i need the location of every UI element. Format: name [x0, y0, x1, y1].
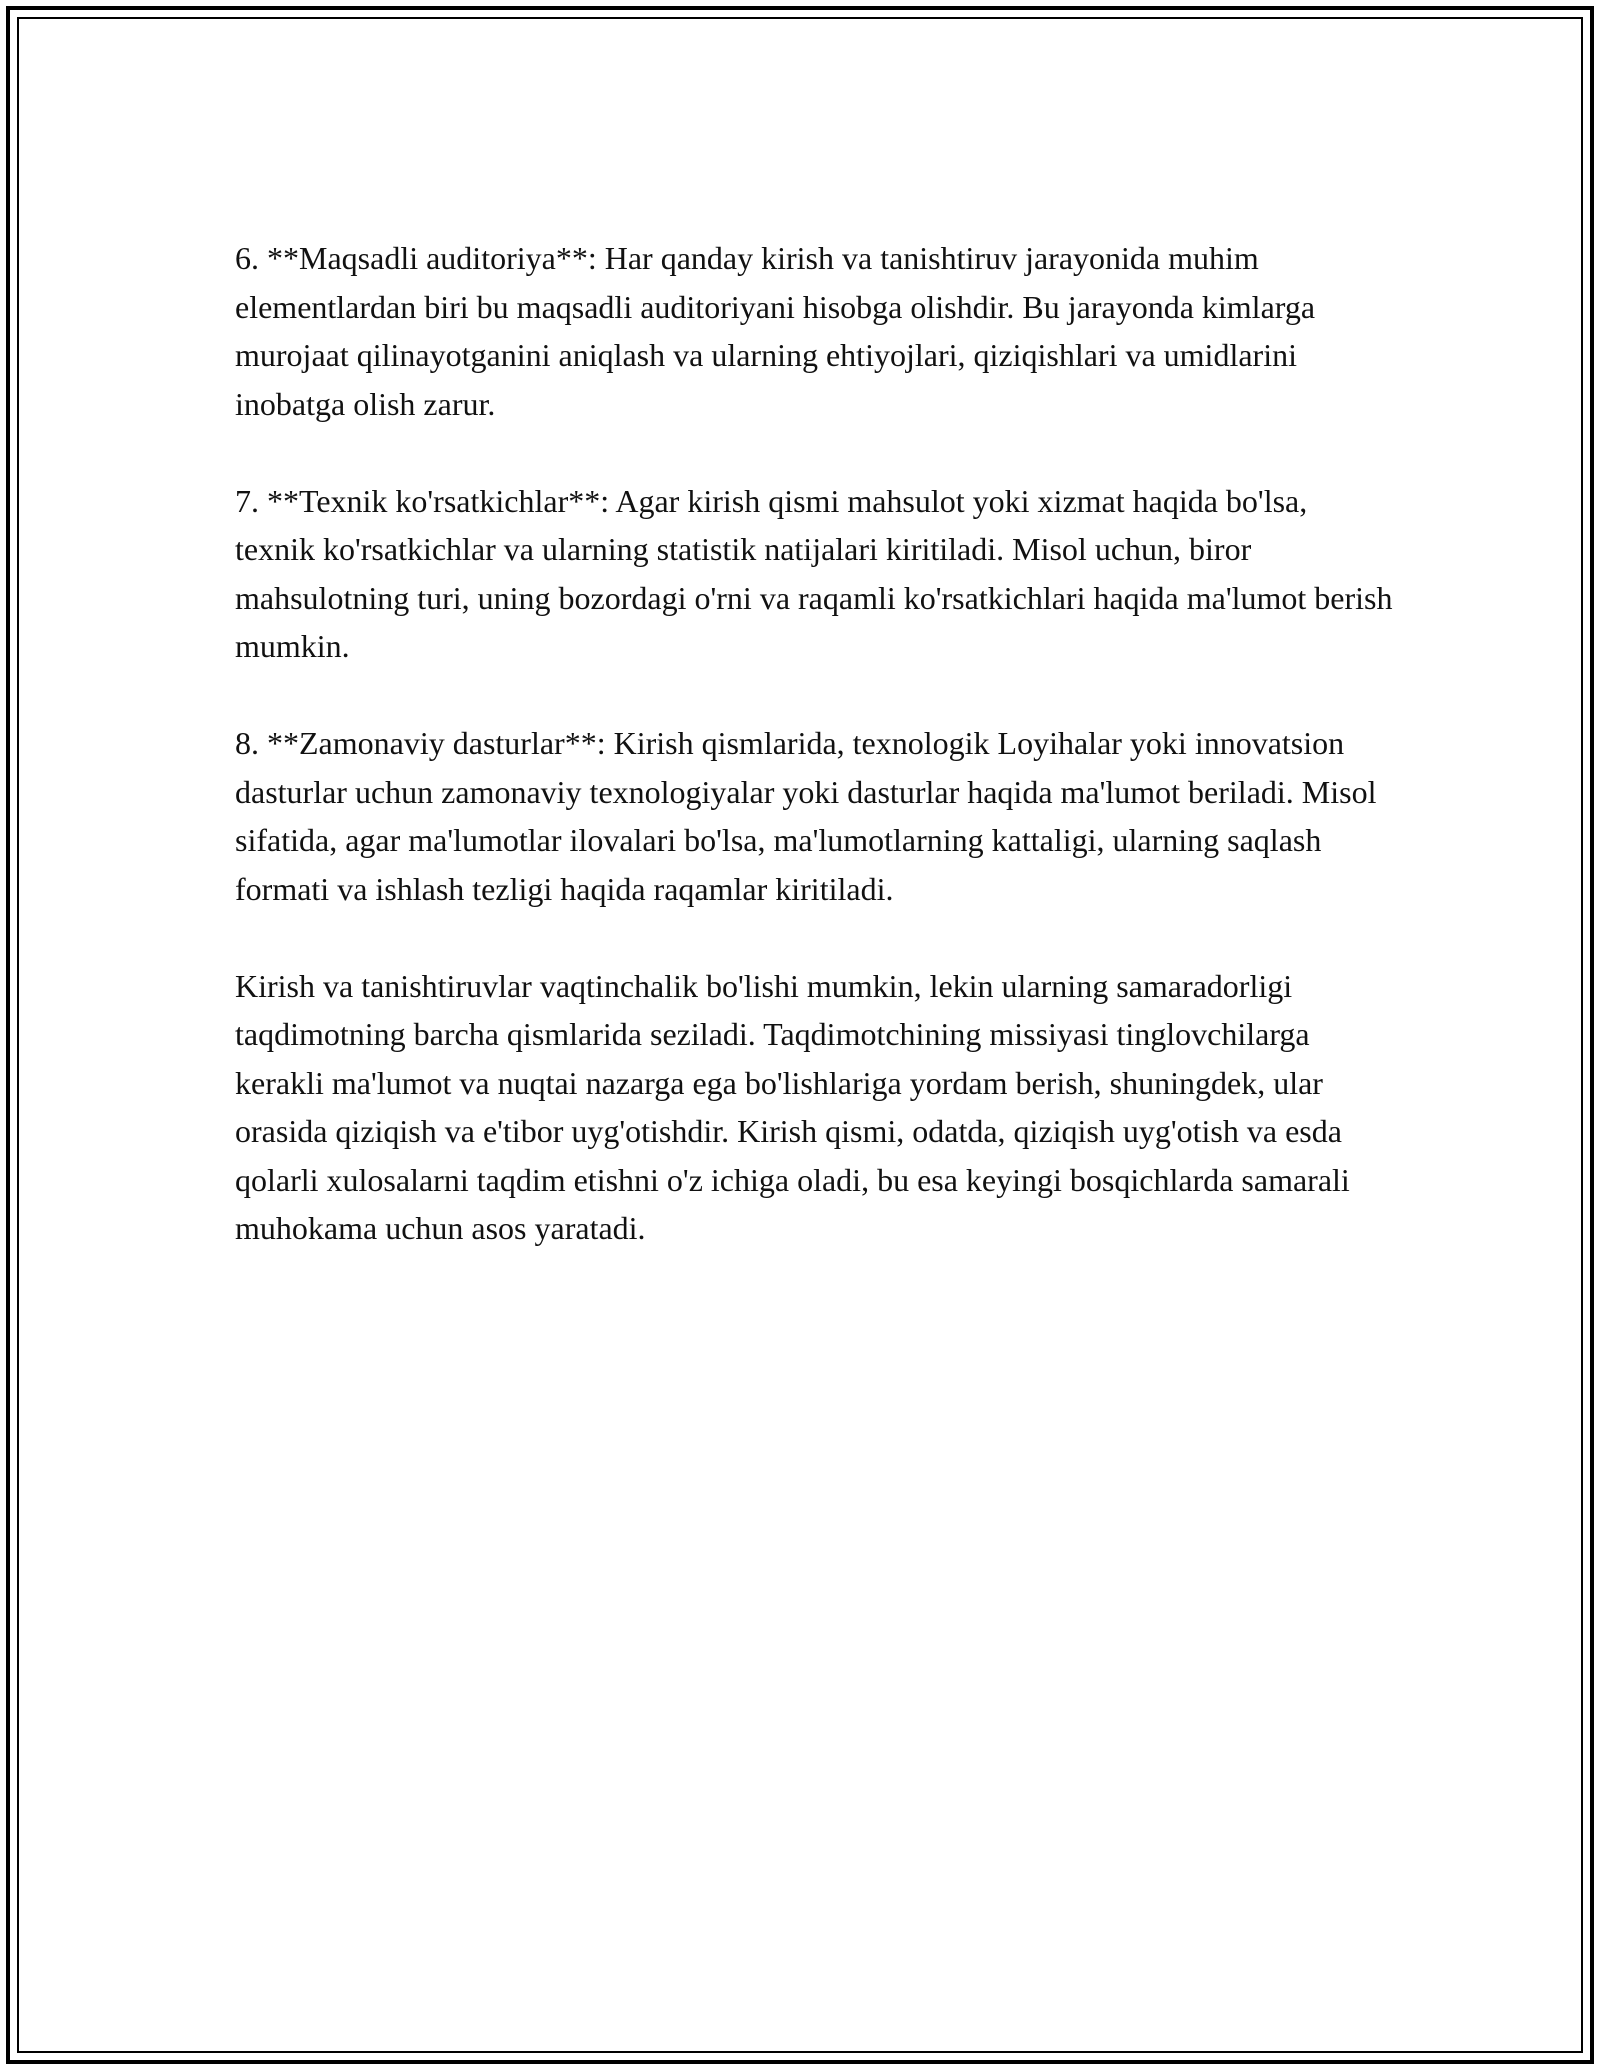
- paragraph-modern-programs: 8. **Zamonaviy dasturlar**: Kirish qismlarida, texnologik Loyihalar yoki innovatsion dasturlar uchun zamonaviy texnologiyalar yoki dasturlar haqida ma'lumot beriladi. Misol sifatida, agar ma'lumotlar ilovalari bo'lsa, ma'lumotlarning kattaligi, ularning saqlash formati va ishlash tezligi haqida raqamlar kiritiladi.: [235, 725, 1377, 907]
- paragraph-target-audience: 6. **Maqsadli auditoriya**: Har qanday kirish va tanishtiruv jarayonida muhim elementlardan biri bu maqsadli auditoriyani hisobga olishdir. Bu jarayonda kimlarga murojaat qilinayotganini aniqlash va ularning ehtiyojlari, qiziqishlari va umidlarini inobatga olish zarur.: [235, 240, 1316, 422]
- paragraph-conclusion: Kirish va tanishtiruvlar vaqtinchalik bo'lishi mumkin, lekin ularning samaradorligi taqdimotning barcha qismlarida seziladi. Taqdimotchining missiyasi tinglovchilarga kerakli ma'lumot va nuqtai nazarga ega bo'lishlariga yordam berish, shuningdek, ular orasida qiziqish va e'tibor uyg'otishdir. Kirish qismi, odatda, qiziqish uyg'otish va esda qolarli xulosalarni taqdim etishni o'z ichiga oladi, bu esa keyingi bosqichlarda samarali muhokama uchun asos yaratadi.: [235, 967, 1350, 1246]
- paragraph-technical-indicators: 7. **Texnik ko'rsatkichlar**: Agar kirish qismi mahsulot yoki xizmat haqida bo'lsa, texnik ko'rsatkichlar va ularning statistik natijalari kiritiladi. Misol uchun, biror mahsulotning turi, uning bozordagi o'rni va raqamli ko'rsatkichlari haqida ma'lumot berish mumkin.: [235, 482, 1393, 664]
- document-body: [235, 234, 1395, 1301]
